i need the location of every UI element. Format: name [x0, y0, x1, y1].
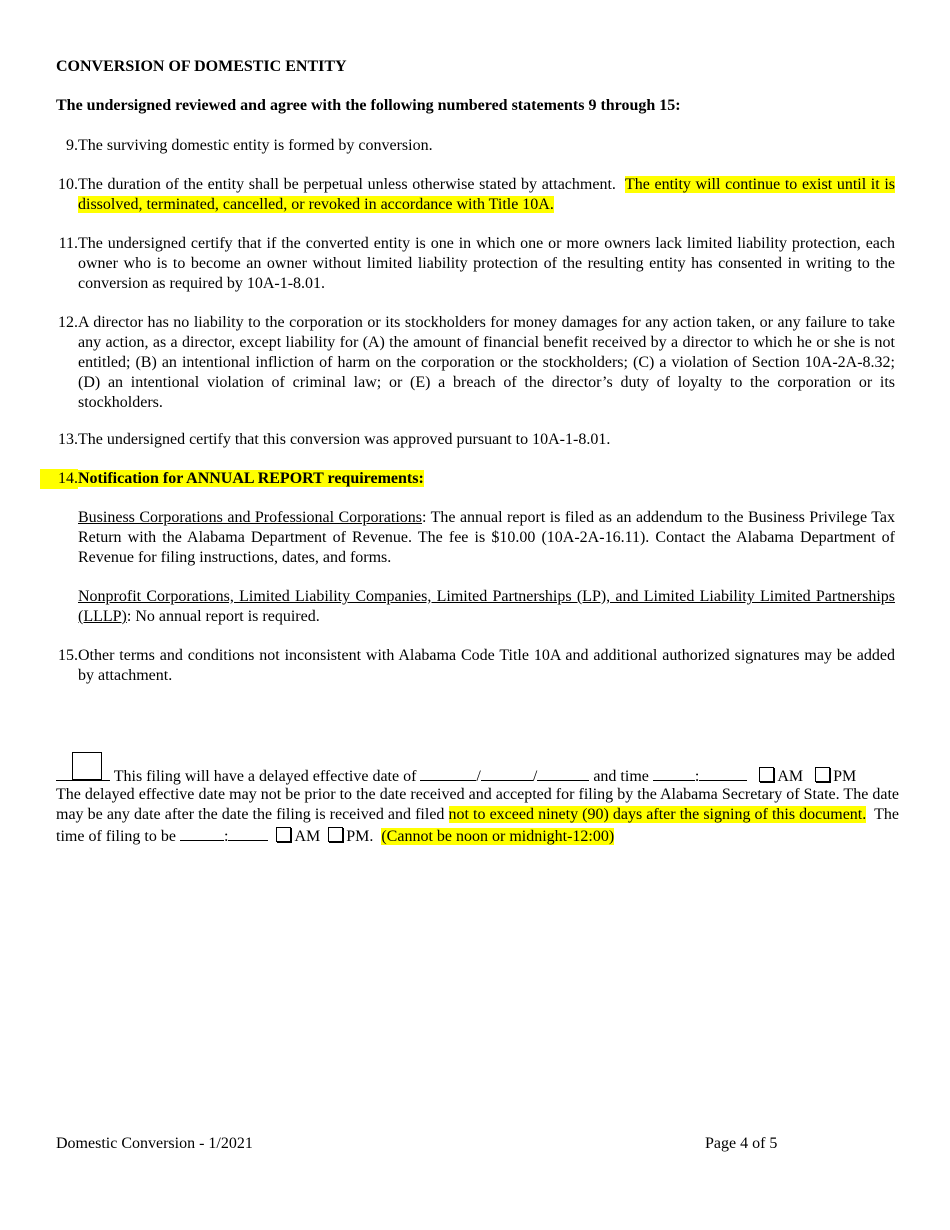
nonprofit-label: Nonprofit Corporations, Limited Liability Companies, Limited Partnerships (LP), and Limited Liability Limited Partnerships (LLLP) — [78, 588, 895, 625]
month-field[interactable] — [420, 765, 476, 781]
am-label: AM — [777, 768, 804, 785]
statement-plain-text: The duration of the entity shall be perpetual unless otherwise stated by attachment. — [78, 176, 616, 193]
footer-form-name: Domestic Conversion - 1/2021 — [56, 1135, 253, 1152]
delayed-effective-line — [56, 765, 856, 787]
business-corporations-note — [78, 508, 895, 568]
page-title: CONVERSION OF DOMESTIC ENTITY — [56, 58, 347, 75]
checkbox-underline — [56, 765, 110, 781]
filing-time-label: The time of filing to be — [56, 806, 900, 845]
statement-number: 12. — [58, 314, 78, 331]
nonprofit-note — [78, 587, 895, 627]
statement-12 — [40, 313, 895, 413]
statement-number: 13. — [58, 431, 78, 448]
delayed-explanation-text: The delayed effective date may not be prior to the date received and accepted for filing by the Alabama Secretary of State. The date may be any date after the date the filing is received and filed — [56, 786, 899, 823]
nonprofit-text: : No annual report is required. — [126, 608, 320, 625]
business-corporations-text: : The annual report is filed as an addendum to the Business Privilege Tax Return with the Alabama Department of Revenue. The fee is $10.00 (10A-2A-16.11). Contact the Alabama Department of Revenue for filing instructions, dates, and forms. — [78, 509, 895, 566]
filing-minute-field[interactable] — [228, 825, 268, 841]
minute-field[interactable] — [699, 765, 747, 781]
am-checkbox[interactable] — [759, 767, 774, 782]
statement-text: The undersigned certify that if the converted entity is one in which one or more owners lack limited liability protection, each owner who is to become an owner without limited liability protection of the resulting entity has consented in writing to the conversion as required by 10A-1-8.01. — [78, 235, 895, 292]
statement-14 — [40, 469, 895, 489]
statement-text: The surviving domestic entity is formed by conversion. — [78, 137, 433, 154]
filing-pm-label: PM. — [346, 828, 374, 845]
delayed-effective-text: This filing will have a delayed effective date of — [113, 768, 417, 785]
delayed-effective-explanation — [56, 785, 899, 847]
filing-am-label: AM — [294, 828, 321, 845]
date-slash: / — [476, 768, 481, 785]
statement-9 — [40, 136, 895, 156]
statement-text: Other terms and conditions not inconsistent with Alabama Code Title 10A and additional authorized signatures may be added by attachment. — [78, 647, 895, 684]
statement-heading — [78, 469, 895, 489]
statement-number: 9. — [66, 137, 78, 154]
statement-number: 15. — [58, 647, 78, 664]
annual-report-heading: Notification for ANNUAL REPORT requirements: — [78, 470, 424, 487]
statement-number: 10. — [58, 176, 78, 193]
hour-field[interactable] — [653, 765, 695, 781]
highlighted-text: not to exceed ninety (90) days after the signing of this document. — [448, 806, 867, 823]
year-field[interactable] — [537, 765, 589, 781]
intro-statement: The undersigned reviewed and agree with the following numbered statements 9 through 15: — [56, 97, 681, 114]
day-field[interactable] — [481, 765, 533, 781]
footer-page-number: Page 4 of 5 — [705, 1135, 778, 1152]
and-time-label: and time — [593, 768, 649, 785]
business-corporations-label: Business Corporations and Professional Corporations — [78, 509, 423, 526]
highlighted-text: The entity will continue to exist until it is dissolved, terminated, cancelled, or revoked in accordance with Title 10A. — [78, 176, 896, 213]
statement-number: 11. — [58, 235, 78, 252]
statement-text — [78, 175, 895, 215]
statement-13 — [40, 430, 895, 450]
statement-text: The undersigned certify that this conversion was approved pursuant to 10A-1-8.01. — [78, 431, 611, 448]
pm-checkbox[interactable] — [815, 767, 830, 782]
date-slash: / — [532, 768, 538, 785]
filing-hour-field[interactable] — [180, 825, 224, 841]
filing-am-checkbox[interactable] — [276, 827, 291, 842]
statement-15 — [40, 646, 895, 686]
time-colon: : — [694, 768, 700, 785]
time-colon: : — [223, 828, 229, 845]
statement-11 — [40, 234, 895, 294]
noon-midnight-note: (Cannot be noon or midnight-12:00) — [381, 828, 615, 845]
pm-label: PM — [833, 768, 857, 785]
filing-pm-checkbox[interactable] — [328, 827, 343, 842]
statement-10 — [40, 175, 895, 215]
statement-text: A director has no liability to the corporation or its stockholders for money damages for any action taken, or any failure to take any action, as a director, except liability for (A) the amount of financial benefit received by a director to which he or she is not entitled; (B) an intentional infliction of harm on the corporation or the stockholders; (C) a violation of Section 10A-2A-8.32; (D) an intentional violation of criminal law; or (E) a breach of the director’s duty of loyalty to the corporation or its stockholders. — [78, 314, 895, 411]
statement-number: 14. — [40, 469, 78, 489]
